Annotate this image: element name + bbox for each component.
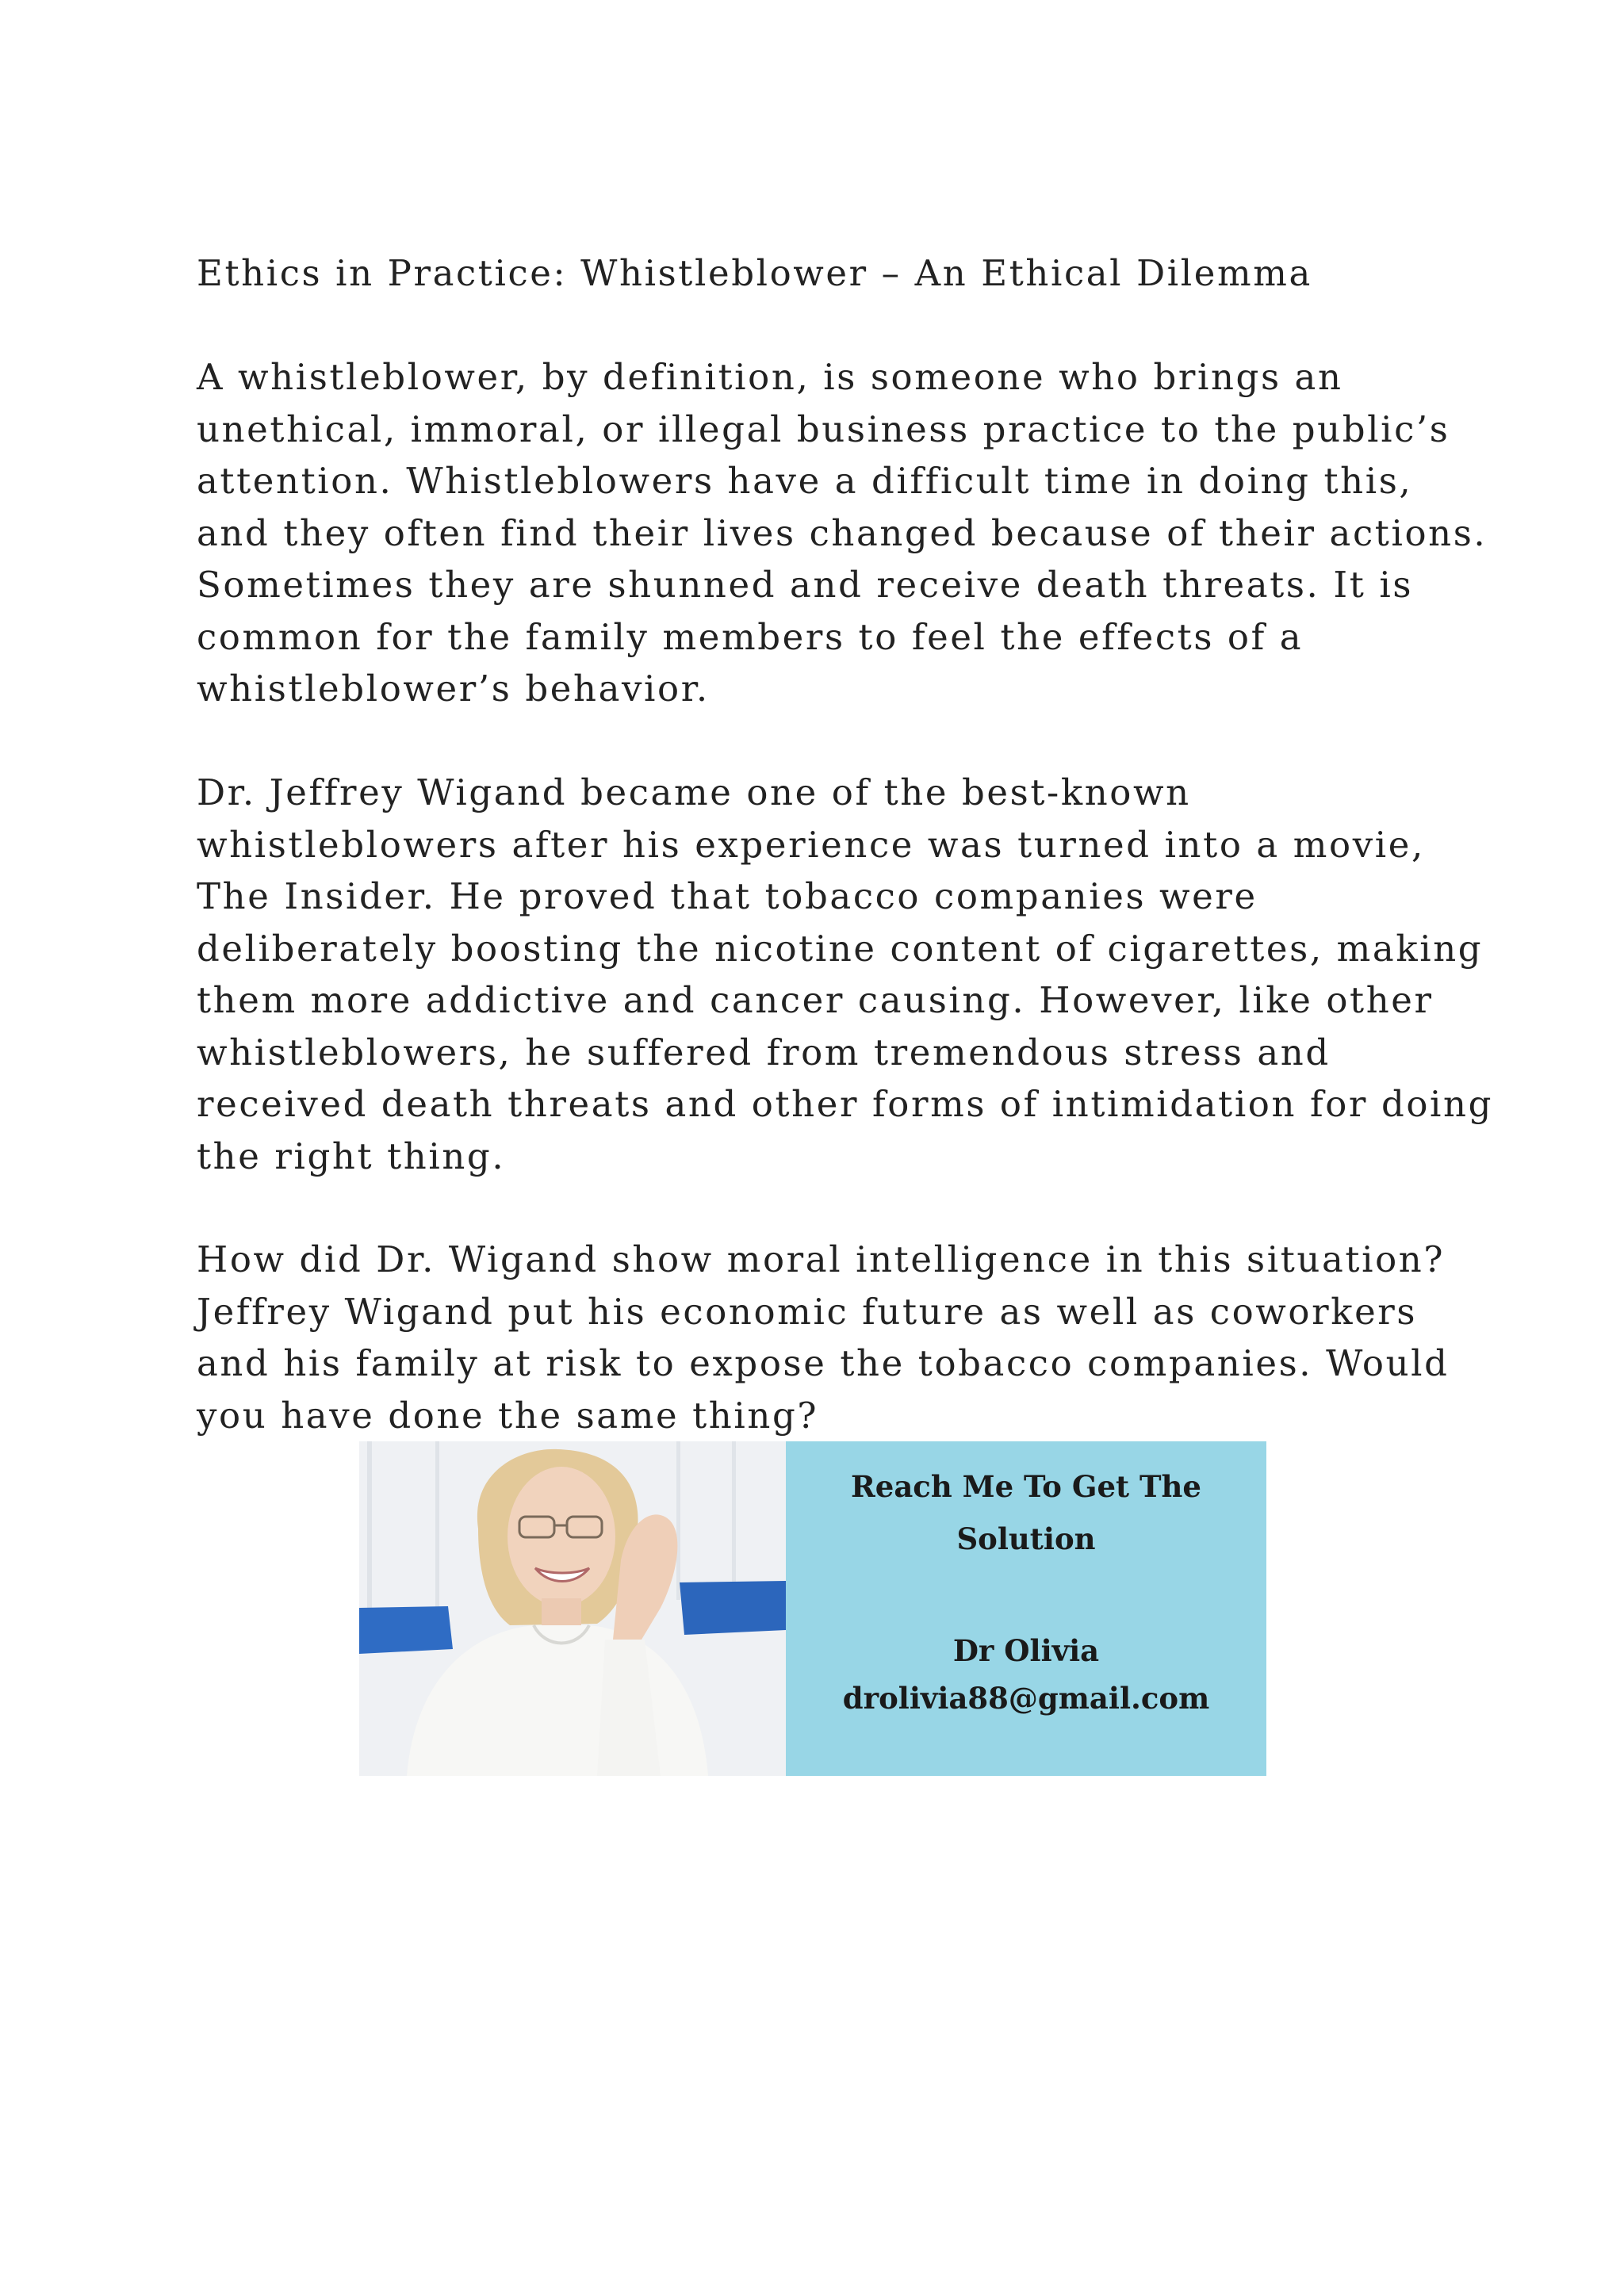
paragraph-question [197,1234,1450,1441]
paragraph-line: common for the family members to feel the effects of a [197,615,1304,658]
paragraph-line: Sometimes they are shunned and receive death threats. It is [197,564,1414,606]
call-to-action [786,1460,1266,1565]
contact-info-panel [786,1441,1266,1776]
cta-line: Solution [956,1521,1096,1556]
paragraph-line: How did Dr. Wigand show moral intelligence in this situation? [197,1238,1446,1280]
paragraph-line: Dr. Jeffrey Wigand became one of the best-known [197,771,1191,813]
paragraph-line: A whistleblower, by definition, is someone who brings an [197,356,1343,398]
paragraph-line: and his family at risk to expose the tobacco companies. Would [197,1342,1450,1384]
paragraph-wigand [197,767,1494,1182]
paragraph-line: Jeffrey Wigand put his economic future as well as coworkers [197,1290,1418,1333]
woman-smiling-image [359,1441,786,1776]
contact-name: Dr Olivia [952,1633,1100,1668]
paragraph-line: whistleblower’s behavior. [197,668,710,710]
tutor-photo [359,1441,786,1776]
paragraph-line: The Insider. He proved that tobacco companies were [197,875,1258,917]
paragraph-line: whistleblowers after his experience was turned into a movie, [197,823,1425,866]
contact-ad-banner[interactable] [359,1441,1266,1776]
paragraph-definition [197,351,1488,715]
paragraph-line: attention. Whistleblowers have a difficult time in doing this, [197,460,1413,502]
paragraph-line: whistleblowers, he suffered from tremendous stress and [197,1031,1331,1073]
paragraph-line: unethical, immoral, or illegal business practice to the public’s [197,408,1450,450]
paragraph-line: and they often find their lives changed because of their actions. [197,511,1488,554]
paragraph-line: deliberately boosting the nicotine content of cigarettes, making [197,927,1484,970]
cta-line: Reach Me To Get The [851,1469,1201,1504]
paragraph-line: received death threats and other forms of intimidation for doing [197,1083,1494,1125]
title-text: Ethics in Practice: Whistleblower – An Ethical Dilemma [197,252,1312,294]
paragraph-line: you have done the same thing? [197,1394,819,1437]
contact-email[interactable]: drolivia88@gmail.com [842,1681,1210,1716]
paragraph-line: them more addictive and cancer causing. However, like other [197,979,1434,1021]
document-title [197,247,1434,300]
paragraph-line: the right thing. [197,1135,506,1177]
